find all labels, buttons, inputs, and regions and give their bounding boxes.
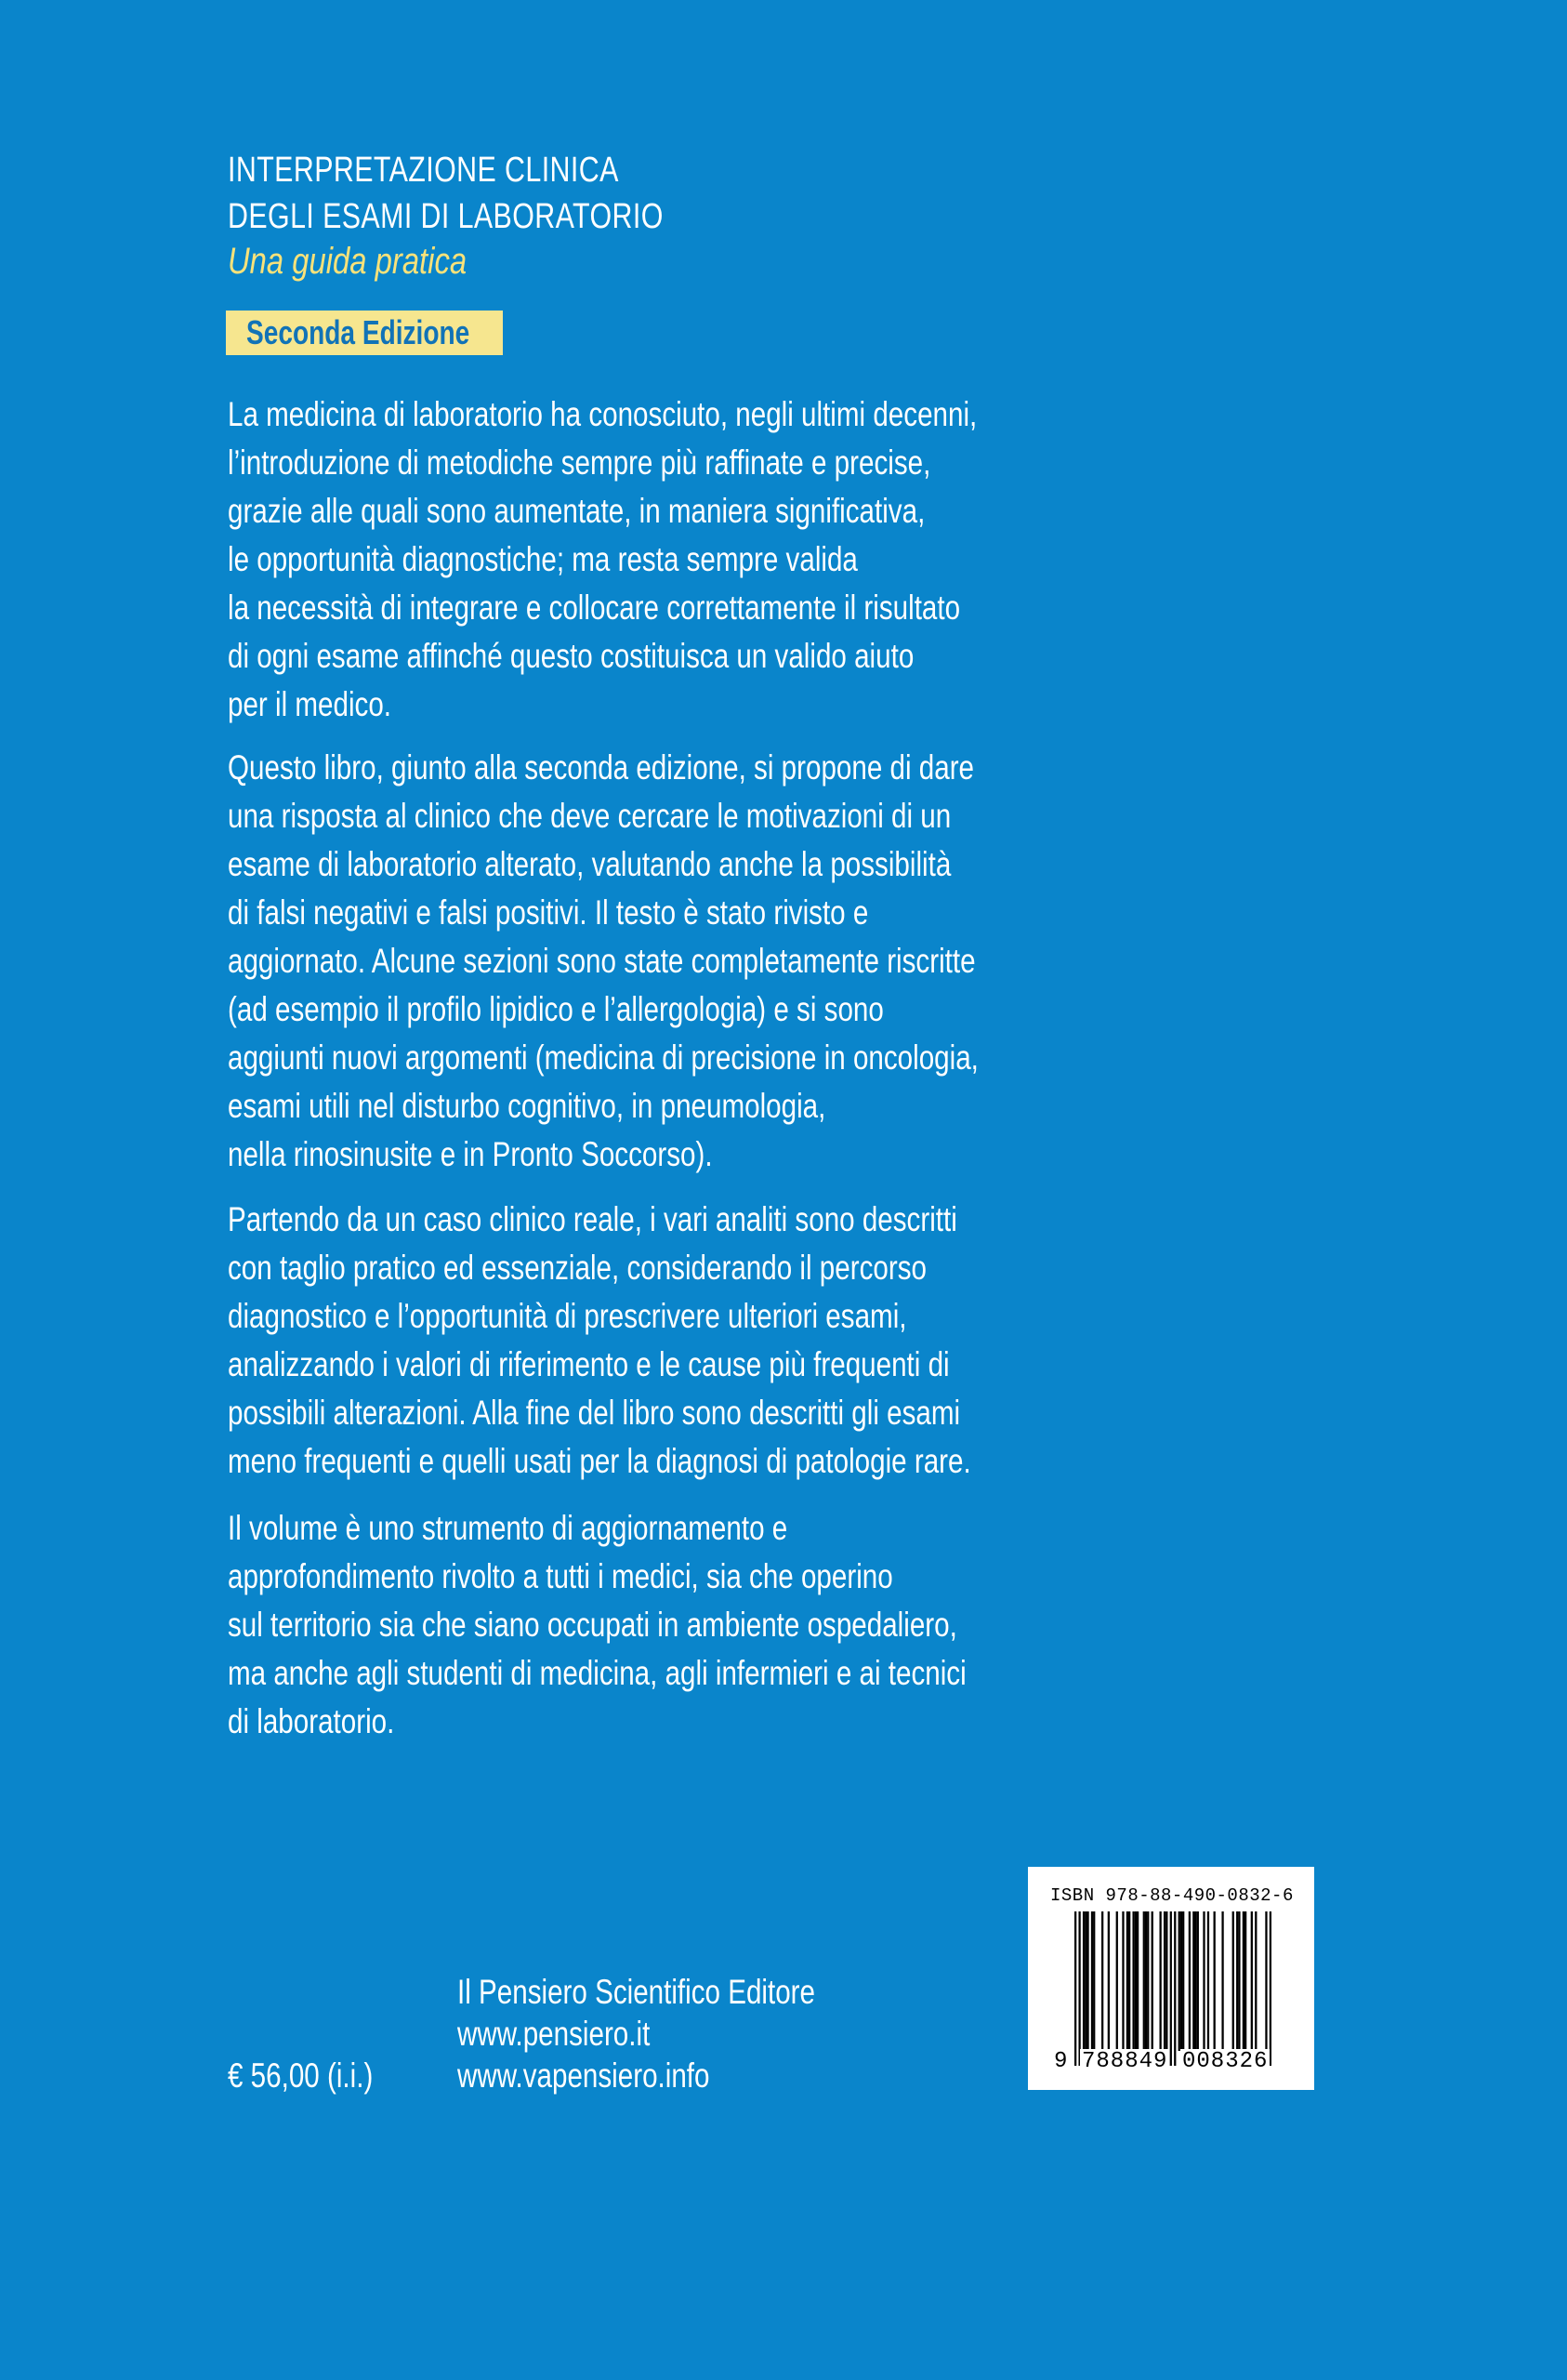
barcode-bar: [1189, 1911, 1191, 2051]
barcode-bar: [1145, 1911, 1147, 2051]
paragraph-line: La medicina di laboratorio ha conosciuto, negli ultimi decenni,: [228, 395, 978, 433]
paragraph-line: Partendo da un caso clinico reale, i vari analiti sono descritti: [228, 1200, 957, 1238]
barcode-bar: [1143, 1911, 1145, 2051]
barcode-bar: [1207, 1911, 1209, 2051]
barcode-bar: [1122, 1911, 1124, 2051]
book-title: [228, 147, 664, 240]
barcode-bar: [1265, 1911, 1267, 2066]
paragraph-line: esami utili nel disturbo cognitivo, in pneumologia,: [228, 1087, 826, 1125]
price-text: € 56,00 (i.i.): [228, 2056, 374, 2095]
paragraph-line: esame di laboratorio alterato, valutando anche la possibilità: [228, 845, 952, 883]
publisher-website-1: www.pensiero.it: [457, 2015, 651, 2053]
paragraph-line: la necessità di integrare e collocare correttamente il risultato: [228, 588, 961, 627]
paragraph-line: Il volume è uno strumento di aggiornamento e: [228, 1509, 788, 1547]
barcode-bar: [1128, 1911, 1130, 2051]
barcode-bar: [1214, 1911, 1216, 2051]
barcode-bar: [1074, 1911, 1076, 2066]
barcode-bar: [1244, 1911, 1246, 2051]
paragraph-line: Questo libro, giunto alla seconda edizione, si propone di dare: [228, 748, 975, 787]
barcode-bar: [1078, 1911, 1080, 2066]
title-line-2: DEGLI ESAMI DI LABORATORIO: [228, 197, 664, 236]
paragraph-line: meno frequenti e quelli usati per la diagnosi di patologie rare.: [228, 1442, 971, 1480]
barcode-bar: [1116, 1911, 1118, 2051]
barcode-right-digits: 008326: [1182, 2049, 1269, 2074]
barcode-bar: [1164, 1911, 1165, 2051]
barcode-bar: [1147, 1911, 1149, 2051]
paragraph-line: sul territorio sia che siano occupati in ambiente ospedaliero,: [228, 1606, 957, 1644]
paragraph-line: approfondimento rivolto a tutti i medici, sia che operino: [228, 1557, 893, 1595]
barcode-bar: [1194, 1911, 1196, 2051]
barcode-bar: [1238, 1911, 1240, 2051]
description-paragraph-2: [228, 744, 1166, 1179]
barcode-bar: [1152, 1911, 1153, 2051]
barcode-bar: [1086, 1911, 1088, 2051]
barcode-bar: [1108, 1911, 1110, 2051]
paragraph-line: (ad esempio il profilo lipidico e l’allergologia) e si sono: [228, 990, 884, 1028]
paragraph-line: con taglio pratico ed essenziale, considerando il percorso: [228, 1249, 927, 1287]
barcode-bar: [1174, 1911, 1176, 2066]
paragraph-line: diagnostico e l’opportunità di prescrivere ulteriori esami,: [228, 1297, 907, 1335]
barcode-bar: [1101, 1911, 1103, 2051]
publisher-name: Il Pensiero Scientifico Editore: [457, 1973, 815, 2011]
paragraph-line: grazie alle quali sono aumentate, in maniera significativa,: [228, 492, 926, 530]
barcode-bar: [1159, 1911, 1161, 2051]
barcode-bar: [1165, 1911, 1167, 2051]
price-label: [228, 2055, 409, 2096]
barcode-bar: [1192, 1911, 1194, 2051]
barcode-bar: [1170, 1911, 1172, 2066]
barcode-bar: [1135, 1911, 1137, 2051]
paragraph-line: possibili alterazioni. Alla fine del libro sono descritti gli esami: [228, 1394, 961, 1432]
barcode-bar: [1180, 1911, 1182, 2051]
title-line-1: INTERPRETAZIONE CLINICA: [228, 151, 619, 190]
barcode-bar: [1126, 1911, 1128, 2051]
barcode-bar: [1243, 1911, 1244, 2051]
barcode-bar: [1221, 1911, 1223, 2051]
paragraph-line: l’introduzione di metodiche sempre più raffinate e precise,: [228, 443, 931, 482]
edition-badge: [226, 311, 503, 355]
barcode-bar: [1197, 1911, 1199, 2051]
barcode-bar: [1251, 1911, 1253, 2051]
paragraph-line: aggiornato. Alcune sezioni sono state completamente riscritte: [228, 942, 976, 980]
paragraph-line: di laboratorio.: [228, 1702, 395, 1740]
barcode-bar: [1236, 1911, 1238, 2051]
barcode-bar: [1137, 1911, 1139, 2051]
barcode-bar: [1132, 1911, 1134, 2051]
isbn-barcode: [1028, 1867, 1314, 2090]
barcode-bar: [1182, 1911, 1184, 2051]
paragraph-line: le opportunità diagnostiche; ma resta sempre valida: [228, 540, 858, 578]
paragraph-line: analizzando i valori di riferimento e le cause più frequenti di: [228, 1345, 950, 1383]
book-subtitle: Una guida pratica: [228, 241, 467, 282]
barcode-bar: [1083, 1911, 1085, 2051]
paragraph-line: ma anche agli studenti di medicina, agli infermieri e ai tecnici: [228, 1654, 967, 1692]
paragraph-line: di falsi negativi e falsi positivi. Il testo è stato rivisto e: [228, 893, 869, 932]
description-paragraph-3: [228, 1196, 1157, 1486]
publisher-website-2: www.vapensiero.info: [457, 2056, 710, 2095]
paragraph-line: aggiunti nuovi argomenti (medicina di precisione in oncologia,: [228, 1038, 979, 1077]
paragraph-line: nella rinosinusite e in Pronto Soccorso).: [228, 1135, 713, 1173]
barcode-bars-icon: [1074, 1911, 1271, 2066]
paragraph-line: per il medico.: [228, 685, 392, 723]
description-paragraph-4: [228, 1504, 1151, 1746]
publisher-info: [457, 1971, 904, 2096]
description-paragraph-1: [228, 390, 1165, 729]
barcode-bar: [1203, 1911, 1205, 2051]
barcode-bar: [1091, 1911, 1093, 2051]
barcode-first-digit: 9: [1054, 2049, 1068, 2074]
barcode-bar: [1179, 1911, 1180, 2051]
barcode-bar: [1085, 1911, 1086, 2051]
barcode-left-digits: 788849: [1082, 2049, 1168, 2074]
edition-label: Seconda Edizione: [246, 313, 470, 351]
barcode-bar: [1270, 1911, 1271, 2066]
paragraph-line: una risposta al clinico che deve cercare le motivazioni di un: [228, 797, 952, 835]
paragraph-line: di ogni esame affinché questo costituisca un valido aiuto: [228, 637, 915, 675]
isbn-label: ISBN 978-88-490-0832-6: [1050, 1885, 1294, 1906]
barcode-bar: [1093, 1911, 1095, 2051]
barcode-bar: [1255, 1911, 1257, 2051]
barcode-bar: [1232, 1911, 1234, 2051]
